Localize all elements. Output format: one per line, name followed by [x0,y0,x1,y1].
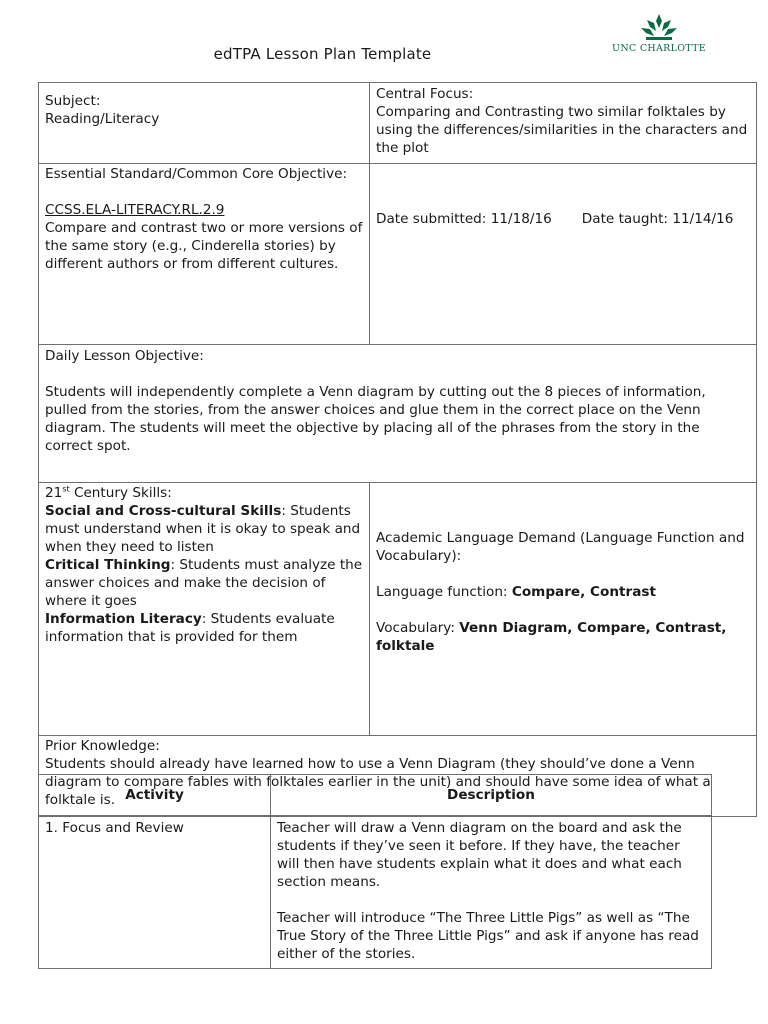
lesson-plan-table [38,82,757,817]
standard-cell [39,164,370,345]
activity-column-header: Activity [39,775,271,816]
skills-label: 21st Century Skills: [45,484,172,501]
date-submitted: Date submitted: 11/18/16 [376,211,552,227]
daily-objective-value: Students will independently complete a Venn diagram by cutting out the 8 pieces of information, pulled from the stories, from the answer choices and glue them in the correct place on the Venn diagram. The students will meet the objective by placing all of the phrases from the story in the correct spot. [45,384,706,454]
vocabulary: Vocabulary: Venn Diagram, Compare, Contrast, folktale [376,620,727,654]
standard-text: Compare and contrast two or more versions of the same story (e.g., Cinderella stories) by different authors or from different cultures. [45,220,363,272]
subject-cell [39,83,370,164]
description-paragraph: Teacher will draw a Venn diagram on the board and ask the students if they’ve seen it before. If they have, the teacher will then have students explain what it does and what each section means. [277,820,682,890]
dates-cell [370,164,757,345]
description-cell [271,816,712,969]
table-row [39,83,757,164]
crown-logo-icon [606,12,712,44]
description-column-header: Description [271,775,712,816]
central-focus-cell [370,83,757,164]
academic-language-cell [370,483,757,736]
subject-value: Reading/Literacy [45,111,160,127]
prior-knowledge-label: Prior Knowledge: [45,738,160,754]
table-header-row [39,775,712,816]
academic-language-label: Academic Language Demand (Language Function and Vocabulary): [376,530,745,564]
activity-cell: 1. Focus and Review [39,816,271,969]
document-title: edTPA Lesson Plan Template [213,45,432,63]
prior-knowledge-value: Students should already have learned how to use a Venn Diagram (they should’ve done a Venn diagram to compare fables with folktales earlier in the unit) and should have some idea of what a folktale is. [45,756,711,808]
unc-charlotte-logo [606,12,712,62]
standard-code-link[interactable]: CCSS.ELA-LITERACY.RL.2.9 [45,202,225,218]
logo-text: UNC CHARLOTTE [612,43,706,54]
description-paragraph: Teacher will introduce “The Three Little Pigs” as well as “The True Story of the Three Little Pigs” and ask if anyone has read either of the stories. [277,910,699,962]
standard-label: Essential Standard/Common Core Objective: [45,166,348,182]
table-row [39,483,757,736]
table-row [39,816,712,969]
language-function: Language function: Compare, Contrast [376,584,657,600]
skill-critical-thinking: Critical Thinking: Students must analyze the answer choices and make the decision of where it goes [45,557,363,609]
skill-information-literacy: Information Literacy: Students evaluate information that is provided for them [45,611,335,645]
central-focus-value: Comparing and Contrasting two similar folktales by using the differences/similarities in the characters and the plot [376,104,748,156]
table-row [39,345,757,483]
daily-objective-cell [39,345,757,483]
subject-label: Subject: [45,93,101,109]
skill-social: Social and Cross-cultural Skills: Students must understand when it is okay to speak and when they need to listen [45,503,361,555]
skills-cell [39,483,370,736]
daily-objective-label: Daily Lesson Objective: [45,348,204,364]
table-row [39,164,757,345]
central-focus-label: Central Focus: [376,86,474,102]
activity-table [38,774,712,969]
date-taught: Date taught: 11/14/16 [581,211,734,227]
